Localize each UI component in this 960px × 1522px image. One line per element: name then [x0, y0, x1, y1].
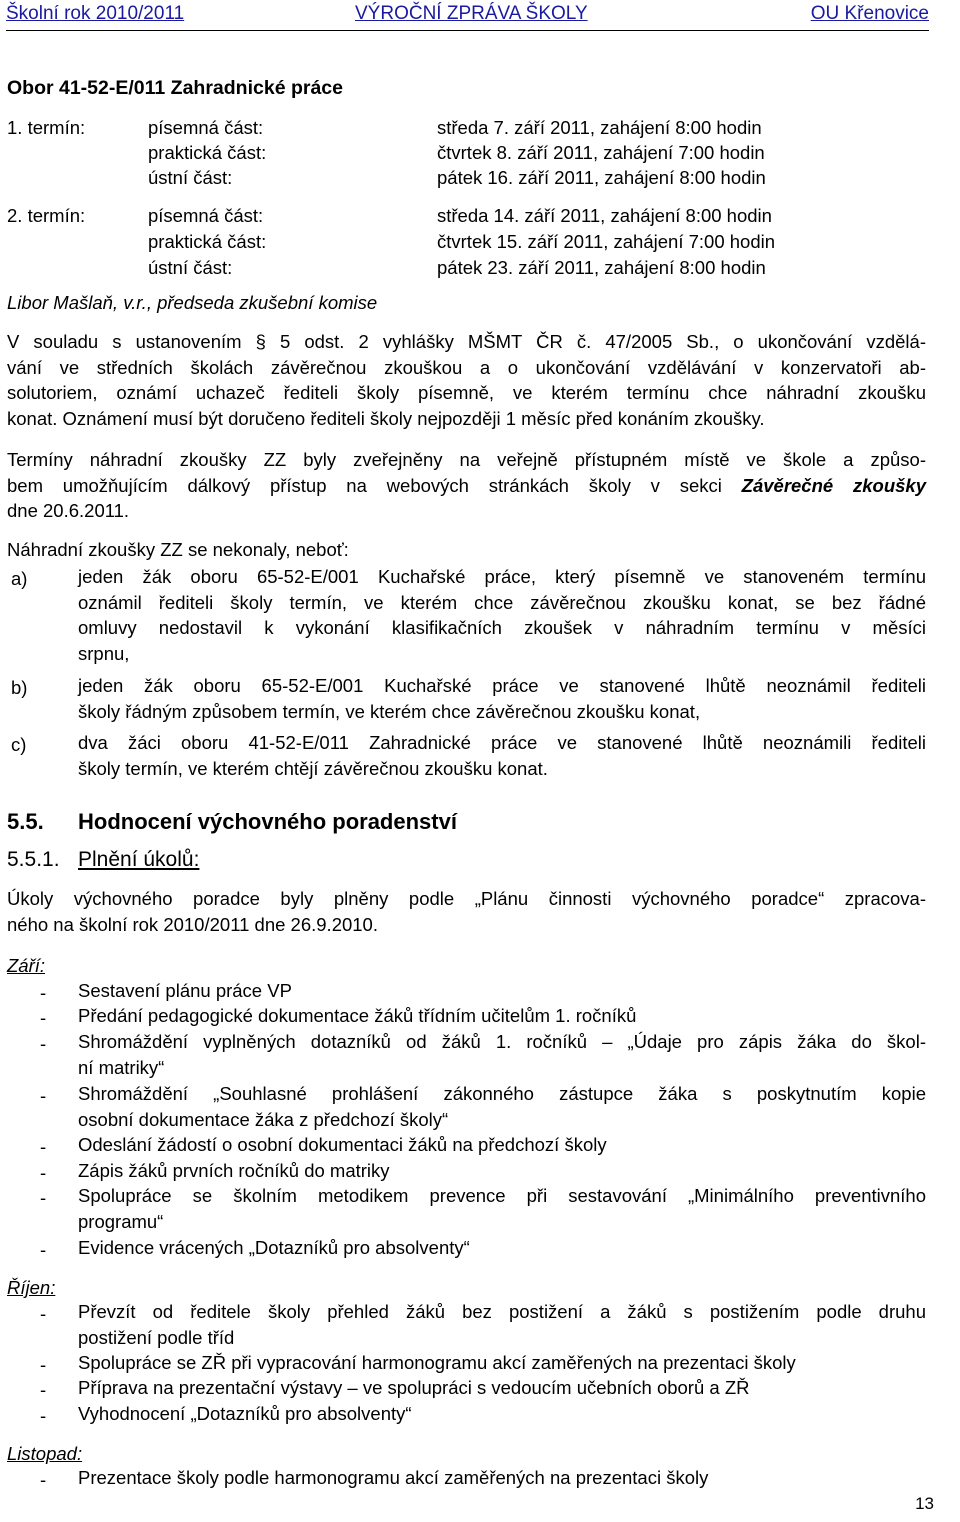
list-line: dva žáci oboru 41-52-E/011 Zahradnické práce ve stanovené lhůtě neoznámili řediteli: [78, 732, 926, 753]
list-item-text: [78, 566, 926, 668]
list-line: Evidence vrácených „Dotazníků pro absolventy“: [78, 1237, 470, 1258]
list-item-text: [78, 1467, 926, 1493]
list-line: školy řádným způsobem termín, ve kterém chce závěrečnou zkoušku konat,: [78, 700, 701, 722]
list-marker: -: [40, 1354, 47, 1375]
list-item-text: [78, 1352, 926, 1378]
list-marker: -: [40, 1405, 47, 1426]
paragraph-text: bem umožňujícím dálkový přístup na webových stránkách školy v sekci: [7, 474, 742, 496]
list-marker: -: [40, 1379, 47, 1400]
list-item-text: [78, 1031, 926, 1082]
list-line: programu“: [78, 1210, 164, 1232]
paragraph-regulation: [7, 329, 926, 431]
term-1-part-oral: ústní část:: [148, 167, 233, 188]
list-line: Zápis žáků prvních ročníků do matriky: [78, 1160, 390, 1181]
paragraph-line: Úkoly výchovného poradce byly plněny podle „Plánu činnosti výchovného poradce“ zpracova-: [7, 888, 926, 909]
list-item-text: [78, 1134, 926, 1160]
list-line: srpnu,: [78, 642, 130, 664]
list-line: Prezentace školy podle harmonogramu akcí zaměřených na prezentaci školy: [78, 1467, 709, 1488]
term-2-date-written: středa 14. září 2011, zahájení 8:00 hodin: [437, 205, 772, 226]
header-school-year: Školní rok 2010/2011: [6, 3, 185, 24]
list-marker: b): [11, 677, 28, 698]
list-line: Shromáždění „Souhlasné prohlášení zákonného zástupce žáka s poskytnutím kopie: [78, 1083, 926, 1104]
term-2-part-written: písemná část:: [148, 205, 264, 226]
month-heading: Listopad:: [7, 1443, 83, 1464]
list-line: Sestavení plánu práce VP: [78, 980, 292, 1001]
list-item-text: [78, 980, 926, 1006]
list-marker: -: [40, 1187, 47, 1208]
list-line: Spolupráce se školním metodikem prevence při sestavování „Minimálního preventivního: [78, 1185, 926, 1206]
term-2-part-practical: praktická část:: [148, 231, 267, 252]
list-line: postižení podle tříd: [78, 1326, 235, 1348]
list-marker: -: [40, 1007, 47, 1028]
list-marker: -: [40, 1162, 47, 1183]
term-2-label: 2. termín:: [7, 205, 86, 226]
subsection-number: 5.5.1.: [7, 848, 60, 871]
paragraph-publication: [7, 447, 926, 524]
list-item-text: [78, 1237, 926, 1263]
list-item-text: [78, 1005, 926, 1031]
page-header: [6, 0, 929, 31]
paragraph-line: Termíny náhradní zkoušky ZZ byly zveřejněny na veřejně přístupném místě ve škole a způso-: [7, 449, 926, 470]
list-marker: -: [40, 1033, 47, 1054]
list-marker: -: [40, 982, 47, 1003]
month-heading: Říjen:: [7, 1277, 56, 1298]
paragraph-line: solutoriem, oznámí uchazeč řediteli školy písemně, ve kterém termínu chce náhradní zkoušku: [7, 382, 926, 404]
list-line: osobní dokumentace žáka z předchozí školy“: [78, 1108, 449, 1130]
list-item-text: [78, 1185, 926, 1236]
list-line: Převzít od ředitele školy přehled žáků bez postižení a žáků s postižením podle druhu: [78, 1301, 926, 1322]
list-marker: -: [40, 1469, 47, 1490]
paragraph-line: V souladu s ustanovením § 5 odst. 2 vyhlášky MŠMT ČR č. 47/2005 Sb., o ukončování vzdělá-: [7, 331, 926, 352]
list-marker: -: [40, 1303, 47, 1324]
paragraph-line: ného na školní rok 2010/2011 dne 26.9.2010.: [7, 913, 378, 935]
term-1-part-written: písemná část:: [148, 117, 264, 138]
list-line: Odeslání žádostí o osobní dokumentaci žáků na předchozí školy: [78, 1134, 607, 1155]
header-report-title: VÝROČNÍ ZPRÁVA ŠKOLY: [355, 3, 588, 24]
list-line: jeden žák oboru 65-52-E/001 Kuchařské práce, který písemně ve stanoveném termínu: [78, 566, 926, 587]
list-line: Vyhodnocení „Dotazníků pro absolventy“: [78, 1403, 412, 1424]
list-marker: -: [40, 1085, 47, 1106]
list-line: omluvy nedostavil k vykonání klasifikačních zkoušek v náhradním termínu v měsíci: [78, 617, 926, 639]
page-number: 13: [915, 1494, 934, 1513]
list-marker: -: [40, 1239, 47, 1260]
term-2-date-oral: pátek 23. září 2011, zahájení 8:00 hodin: [437, 257, 766, 278]
list-marker: a): [11, 568, 28, 589]
header-school-name: OU Křenovice: [810, 3, 929, 24]
term-2-part-oral: ústní část:: [148, 257, 233, 278]
list-line: Příprava na prezentační výstavy – ve spolupráci s vedoucím učebních oborů a ZŘ: [78, 1377, 750, 1398]
field-title: Obor 41-52-E/011 Zahradnické práce: [7, 77, 343, 99]
list-item-text: [78, 732, 926, 783]
paragraph-tasks: [7, 886, 926, 937]
list-line: ní matriky“: [78, 1056, 165, 1078]
list-marker: c): [11, 734, 27, 755]
list-line: Předání pedagogické dokumentace žáků třídním učitelům 1. ročníků: [78, 1005, 637, 1026]
subsection-title: Plnění úkolů:: [78, 848, 200, 871]
paragraph-line: vání ve středních školách závěrečnou zkouškou a o ukončování vzdělávání v konzervatoři ab-: [7, 356, 926, 378]
list-line: Spolupráce se ZŘ při vypracování harmonogramu akcí zaměřených na prezentaci školy: [78, 1352, 796, 1373]
section-title: Hodnocení výchovného poradenství: [78, 809, 457, 834]
list-item-text: [78, 1160, 926, 1186]
list-item-text: [78, 1377, 926, 1403]
term-1-label: 1. termín:: [7, 117, 86, 138]
list-item-text: [78, 675, 926, 726]
list-item-text: [78, 1403, 926, 1429]
list-line: jeden žák oboru 65-52-E/001 Kuchařské práce ve stanovené lhůtě neoznámil řediteli: [78, 675, 926, 696]
website-section-name: Závěrečné zkoušky: [741, 474, 926, 496]
paragraph-line: [7, 473, 926, 499]
term-1-date-practical: čtvrtek 8. září 2011, zahájení 7:00 hodin: [437, 142, 765, 163]
list-line: oznámil řediteli školy termín, ve kterém chce závěrečnou zkoušku konat, se bez řádné: [78, 591, 926, 613]
list-item-text: [78, 1301, 926, 1352]
month-heading: Září:: [7, 955, 46, 976]
list-item-text: [78, 1083, 926, 1134]
paragraph-not-held: Náhradní zkoušky ZZ se nekonaly, neboť:: [7, 539, 349, 560]
term-2-date-practical: čtvrtek 15. září 2011, zahájení 7:00 hodin: [437, 231, 776, 252]
paragraph-line: dne 20.6.2011.: [7, 500, 130, 522]
list-line: školy termín, ve kterém chtějí závěrečnou zkoušku konat.: [78, 757, 548, 779]
term-1-date-oral: pátek 16. září 2011, zahájení 8:00 hodin: [437, 167, 766, 188]
list-marker: -: [40, 1136, 47, 1157]
list-line: Shromáždění vyplněných dotazníků od žáků 1. ročníků – „Údaje pro zápis žáka do škol-: [78, 1031, 926, 1052]
paragraph-line: konat. Oznámení musí být doručeno řediteli školy nejpozději 1 měsíc před konáním zkoušky.: [7, 407, 765, 429]
section-number: 5.5.: [7, 809, 44, 834]
commission-chairman: Libor Mašlaň, v.r., předseda zkušební komise: [7, 292, 378, 313]
term-1-date-written: středa 7. září 2011, zahájení 8:00 hodin: [437, 117, 762, 138]
term-1-part-practical: praktická část:: [148, 142, 267, 163]
